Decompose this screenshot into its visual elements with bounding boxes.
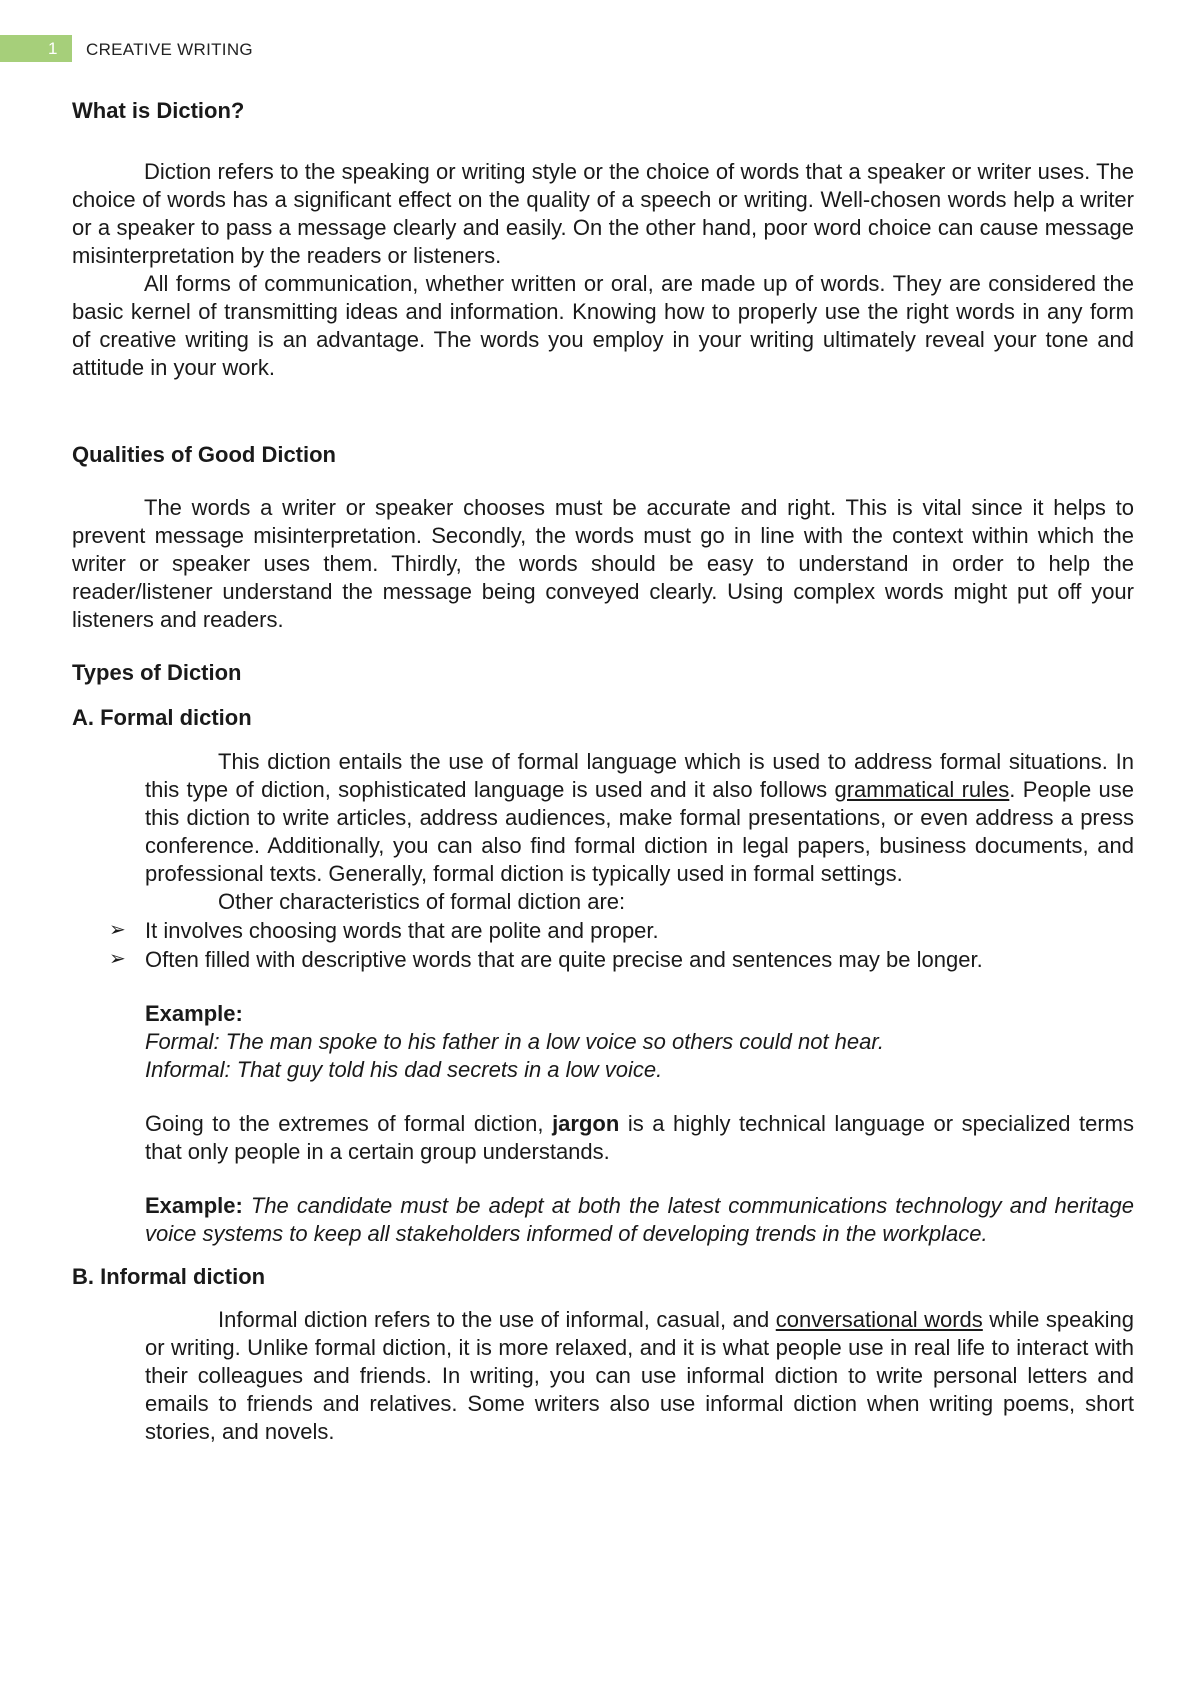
paragraph: Diction refers to the speaking or writing style or the choice of words that a speaker or writer uses. The choice of words has a significant effect on the quality of a speech or writing. Well-chosen words help a writer or a speaker to pass a message clearly and easily. On the other hand, poor word choice can cause message misinterpretation by the readers or listeners. — [72, 159, 1134, 268]
list-item: ➢ It involves choosing words that are polite and proper. — [109, 918, 659, 943]
section-heading: Qualities of Good Diction — [72, 442, 336, 467]
paragraph: Informal diction refers to the use of informal, casual, and conversational words while speaking or writing. Unlike formal diction, it is more relaxed, and it is what people use in real life to interact with their colleagues and friends. In writing, you can use informal diction to write personal letters and emails to friends and relatives. Some writers also use informal diction when writing poems, short stories, and novels. — [145, 1307, 1134, 1444]
formal-diction-block — [145, 748, 1134, 916]
page-number: 1 — [48, 39, 58, 58]
page-number-tab — [0, 35, 72, 62]
example-label: Example: — [145, 1001, 243, 1026]
paragraph: This diction entails the use of formal language which is used to address formal situations. In this type of diction, sophisticated language is used and it also follows grammatical rules. People use this diction to write articles, address audiences, make formal presentations, or even address a press conference. Additionally, you can also find formal diction in legal papers, business documents, and professional texts. Generally, formal diction is typically used in formal settings. — [145, 749, 1135, 886]
section-heading: What is Diction? — [72, 98, 245, 123]
example-informal: Informal: That guy told his dad secrets in a low voice. — [145, 1057, 663, 1082]
list-item: ➢ Often filled with descriptive words that are quite precise and sentences may be longer. — [109, 947, 983, 972]
section-heading: Types of Diction — [72, 660, 242, 685]
characteristics-list — [72, 916, 1134, 974]
example-formal: Formal: The man spoke to his father in a low voice so others could not hear. — [145, 1029, 884, 1054]
paragraph: The words a writer or speaker chooses must be accurate and right. This is vital since it helps to prevent message misinterpretation. Secondly, the words must go in line with the context within which the writer or speaker uses them. Thirdly, the words should be easy to understand in order to help the reader/listener understand the message being conveyed clearly. Using complex words might put off your listeners and readers. — [72, 495, 1134, 632]
example-block — [145, 1000, 1134, 1248]
subsection-heading: A. Formal diction — [72, 705, 252, 730]
informal-diction-block — [145, 1306, 1134, 1446]
example-2: Example: The candidate must be adept at both the latest communications technology and heritage voice systems to keep all stakeholders informed of developing trends in the workplace. — [145, 1193, 1134, 1246]
paragraph: Going to the extremes of formal diction, jargon is a highly technical language or specialized terms that only people in a certain group understands. — [145, 1111, 1134, 1164]
paragraph: All forms of communication, whether written or oral, are made up of words. They are considered the basic kernel of transmitting ideas and information. Knowing how to properly use the right words in any form of creative writing is an advantage. The words you employ in your writing ultimately reveal your tone and attitude in your work. — [72, 271, 1134, 380]
conversational-words-link[interactable]: conversational words — [775, 1307, 983, 1332]
jargon-term: jargon — [552, 1111, 620, 1136]
document-body — [72, 96, 1134, 1446]
grammatical-rules-link[interactable]: grammatical rules — [834, 777, 1010, 802]
paragraph: Other characteristics of formal diction are: — [218, 889, 626, 914]
arrow-bullet-icon: ➢ — [109, 919, 126, 941]
running-title: CREATIVE WRITING — [86, 40, 253, 59]
subsection-heading: B. Informal diction — [72, 1264, 266, 1289]
arrow-bullet-icon: ➢ — [109, 948, 126, 970]
